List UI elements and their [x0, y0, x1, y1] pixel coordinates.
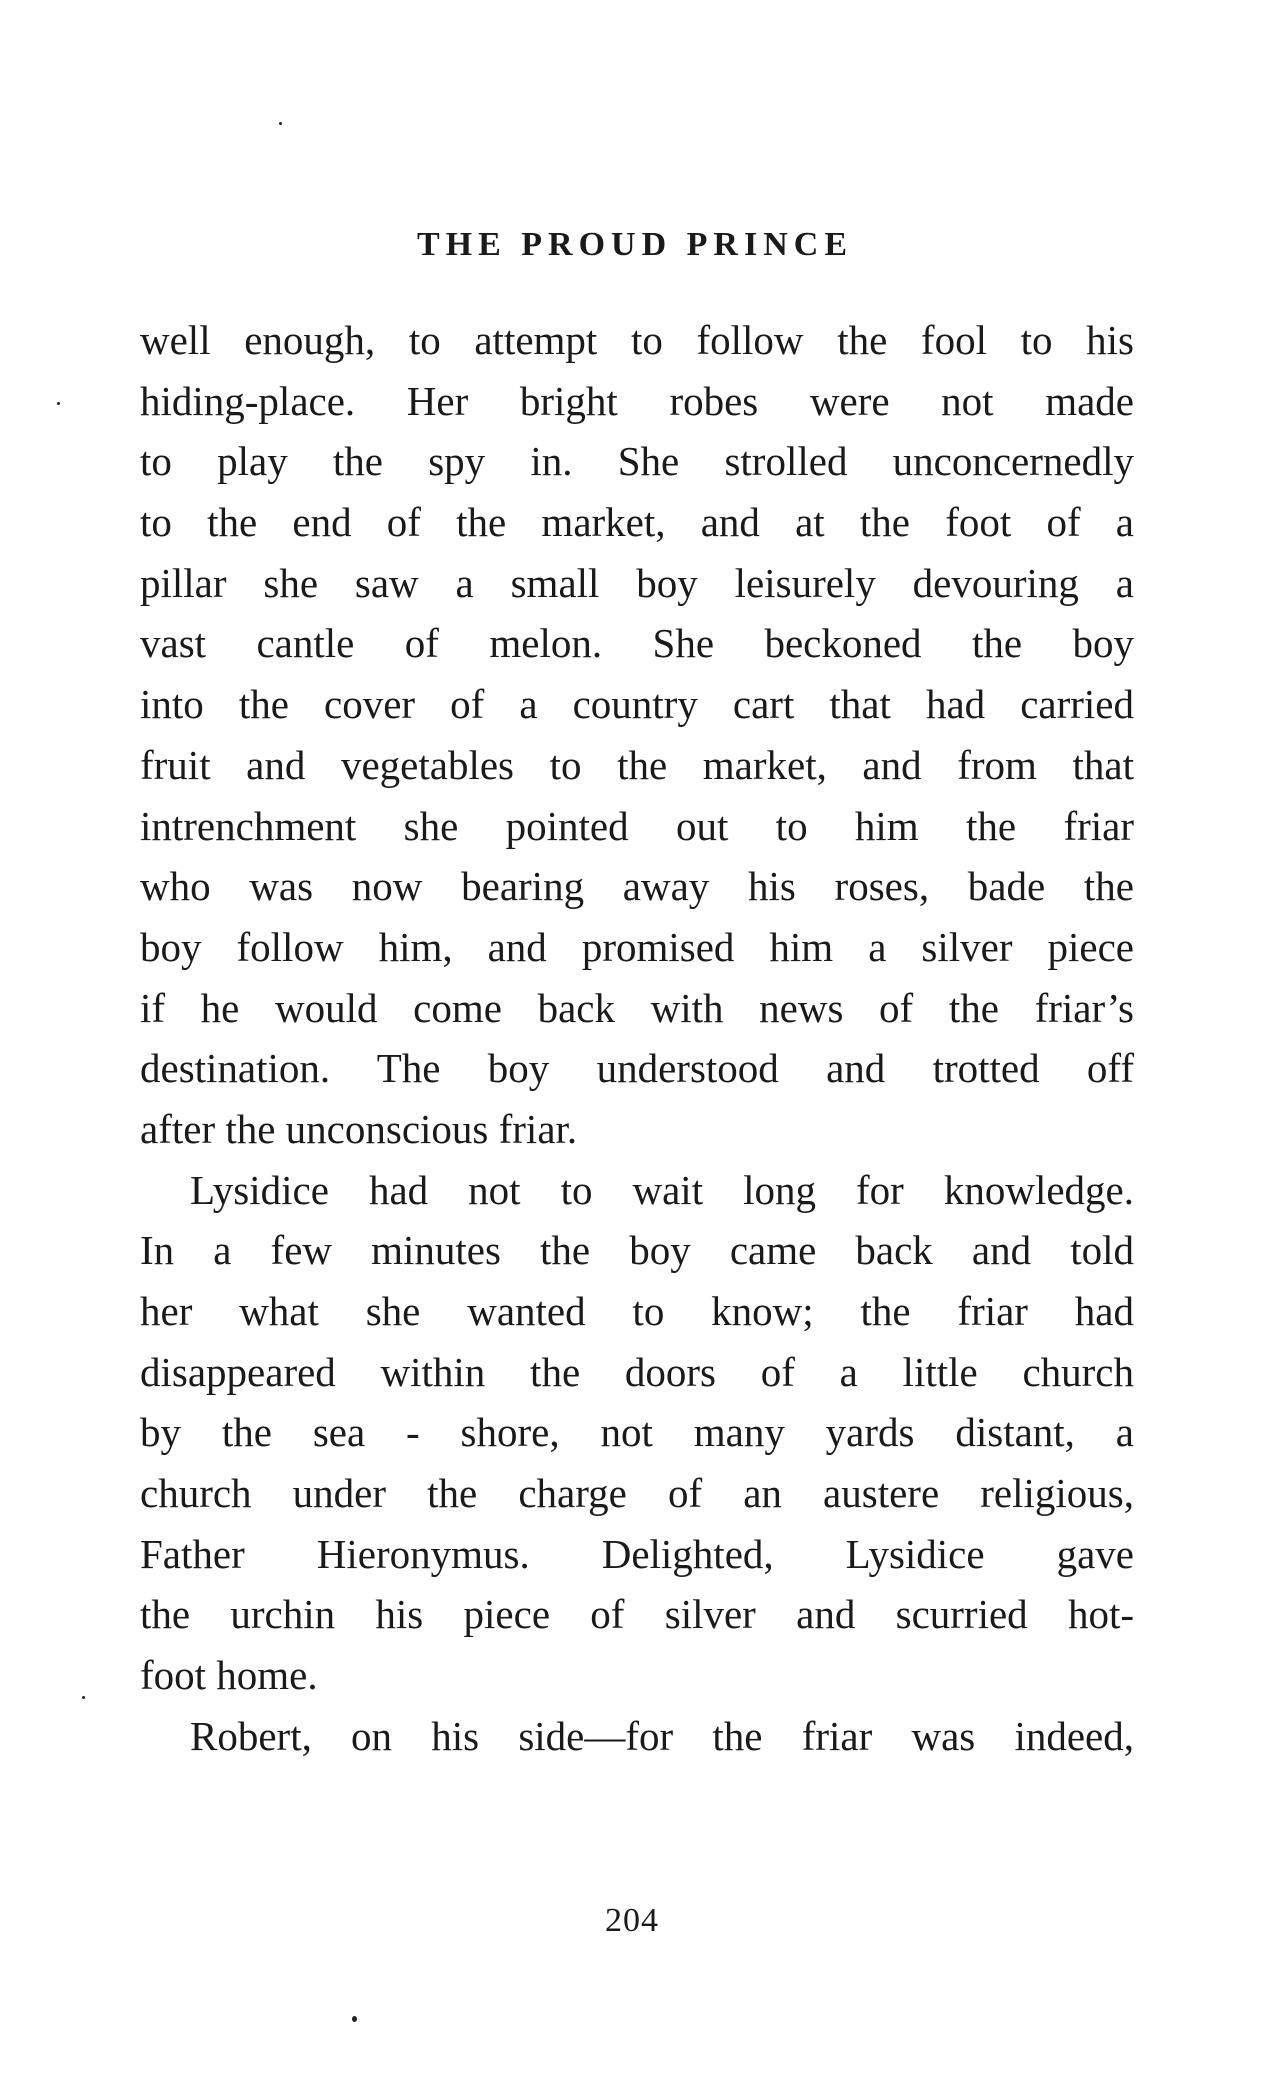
scan-speck — [82, 1696, 85, 1699]
text-line: the urchin his piece of silver and scurried hot- — [140, 1591, 1134, 1638]
text-line: pillar she saw a small boy leisurely devouring a — [140, 559, 1134, 606]
text-line: by the sea - shore, not many yards distant, a — [140, 1409, 1134, 1456]
text-line: fruit and vegetables to the market, and from that — [140, 741, 1134, 788]
scan-speck — [279, 122, 282, 125]
text-line: Father Hieronymus. Delighted, Lysidice gave — [140, 1530, 1134, 1577]
scan-speck — [352, 2016, 357, 2022]
text-line: after the unconscious friar. — [140, 1105, 578, 1152]
text-line: to the end of the market, and at the foot of a — [140, 499, 1134, 546]
text-line: Robert, on his side—for the friar was indeed, — [190, 1712, 1134, 1759]
text-line: disappeared within the doors of a little church — [140, 1348, 1134, 1395]
text-line: well enough, to attempt to follow the fool to his — [140, 317, 1134, 363]
running-head: THE PROUD PRINCE — [416, 226, 854, 263]
text-line: vast cantle of melon. She beckoned the boy — [140, 620, 1134, 667]
text-line: who was now bearing away his roses, bade the — [140, 863, 1134, 910]
text-line: her what she wanted to know; the friar had — [140, 1288, 1134, 1334]
text-line: In a few minutes the boy came back and told — [140, 1227, 1134, 1274]
text-line: church under the charge of an austere religious, — [140, 1470, 1134, 1517]
text-line: hiding-place. Her bright robes were not made — [140, 377, 1134, 424]
text-line: destination. The boy understood and trotted off — [140, 1045, 1134, 1092]
text-line: boy follow him, and promised him a silver piece — [140, 923, 1134, 970]
text-line: intrenchment she pointed out to him the friar — [140, 802, 1134, 849]
text-line: if he would come back with news of the friar’s — [140, 984, 1134, 1031]
text-line: to play the spy in. She strolled unconcernedly — [140, 438, 1134, 485]
page-number: 204 — [605, 1902, 659, 1939]
body-text — [140, 310, 1134, 1767]
text-line: foot home. — [140, 1652, 318, 1699]
scan-speck — [57, 402, 60, 405]
text-line: Lysidice had not to wait long for knowledge. — [190, 1166, 1134, 1213]
text-line: into the cover of a country cart that had carried — [140, 681, 1134, 728]
